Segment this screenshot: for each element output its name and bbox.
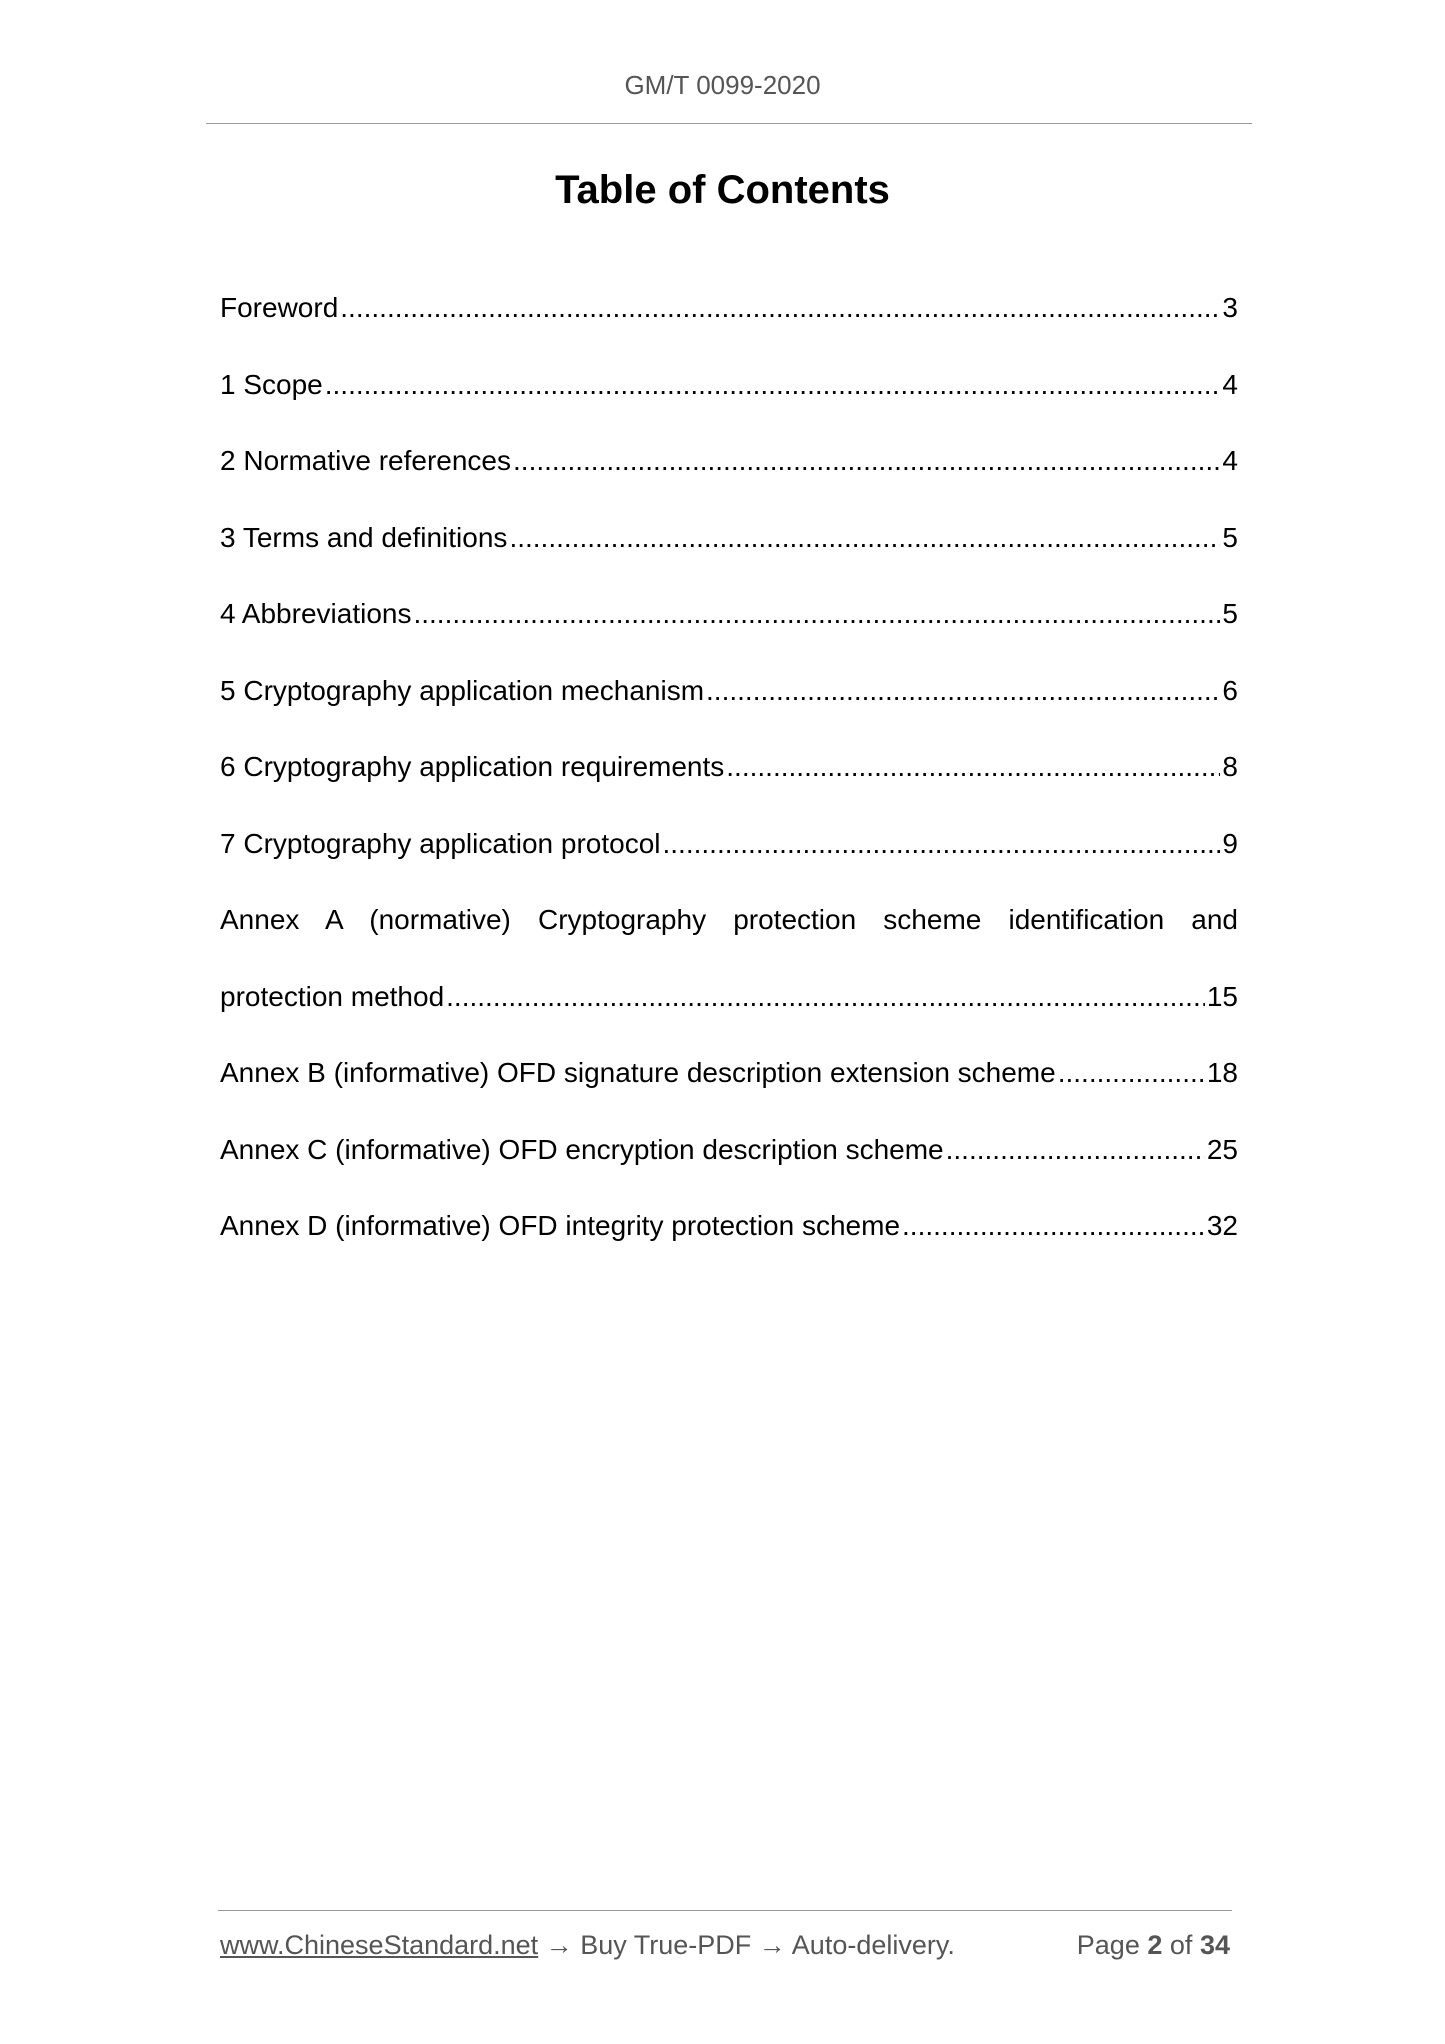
toc-entry-annex-b[interactable] [220,1051,1238,1128]
toc-leader-dots [509,516,1220,560]
toc-leader-dots [325,363,1221,407]
toc-entry-title: 7 Cryptography application protocol [220,827,661,859]
toc-entry-scope[interactable] [220,363,1238,440]
toc-entry-title: 6 Cryptography application requirements [220,751,725,782]
toc-entry-page: 3 [1222,292,1238,323]
website-link[interactable]: www.ChineseStandard.net [220,1930,539,1960]
toc-entry-title: 1 Scope [220,368,323,400]
toc-entry-page: 8 [1222,751,1238,782]
toc-leader-dots [902,1204,1205,1248]
toc-entry-title: 5 Cryptography application mechanism [220,674,705,706]
toc-entry-page: 18 [1206,1057,1238,1088]
toc-entry-requirements[interactable] [220,745,1238,822]
toc-entry-title: 2 Normative references [220,445,512,476]
toc-entry-title: 3 Terms and definitions [220,521,508,553]
toc-entry-title: Annex C (informative) OFD encryption description scheme [220,1133,944,1165]
toc-leader-dots [706,669,1220,713]
of-label: of [1169,1930,1193,1960]
toc-entry-title: Foreword [220,292,339,323]
toc-entry-title: 4 Abbreviations [220,598,412,629]
toc-entry-page: 5 [1222,521,1238,553]
page-title: Table of Contents [555,168,890,212]
page-label: Page [1076,1930,1140,1960]
footer-promo [220,1930,955,1961]
toc-entry-page: 25 [1206,1133,1238,1165]
toc-entry-title-line1: Annex A (normative) Cryptography protection scheme identification and [220,904,1238,935]
toc-entry-page: 32 [1206,1210,1238,1241]
toc-leader-dots [446,975,1205,1019]
toc-leader-dots [726,745,1220,789]
page-indicator [1077,1930,1230,1961]
toc-entry-page: 4 [1222,368,1238,400]
toc-leader-dots [1058,1051,1205,1095]
toc-entry-page: 4 [1222,445,1238,476]
page-footer [220,1930,1230,1961]
footer-divider [218,1910,1232,1911]
toc-leader-dots [946,1128,1205,1172]
current-page-number: 2 [1147,1930,1163,1960]
toc-leader-dots [662,822,1220,866]
total-pages: 34 [1199,1930,1230,1960]
toc-entry-page: 15 [1206,980,1238,1012]
table-of-contents [220,286,1238,1281]
toc-entry-annex-a[interactable] [220,898,1238,1051]
footer-delivery-text: Auto-delivery. [791,1930,955,1960]
toc-entry-foreword[interactable] [220,286,1238,363]
footer-buy-text: Buy True-PDF [580,1930,752,1960]
toc-entry-annex-c[interactable] [220,1128,1238,1205]
toc-leader-dots [513,439,1220,483]
document-id: GM/T 0099-2020 [624,70,821,100]
arrow-right-icon: → [545,1930,573,1960]
toc-entry-title-line2: protection method [220,980,445,1012]
toc-entry-annex-d[interactable] [220,1204,1238,1281]
toc-leader-dots [413,592,1220,636]
toc-entry-terms-definitions[interactable] [220,516,1238,593]
header-divider [206,123,1252,124]
toc-entry-title: Annex D (informative) OFD integrity protection scheme [220,1210,901,1241]
arrow-right-icon: → [758,1930,786,1960]
toc-entry-title: Annex B (informative) OFD signature description extension scheme [220,1057,1056,1088]
toc-entry-mechanism[interactable] [220,669,1238,746]
toc-entry-page: 5 [1222,598,1238,629]
toc-leader-dots [340,286,1220,330]
toc-entry-abbreviations[interactable] [220,592,1238,669]
toc-entry-page: 9 [1222,827,1238,859]
toc-entry-page: 6 [1222,674,1238,706]
toc-entry-normative-references[interactable] [220,439,1238,516]
toc-entry-protocol[interactable] [220,822,1238,899]
